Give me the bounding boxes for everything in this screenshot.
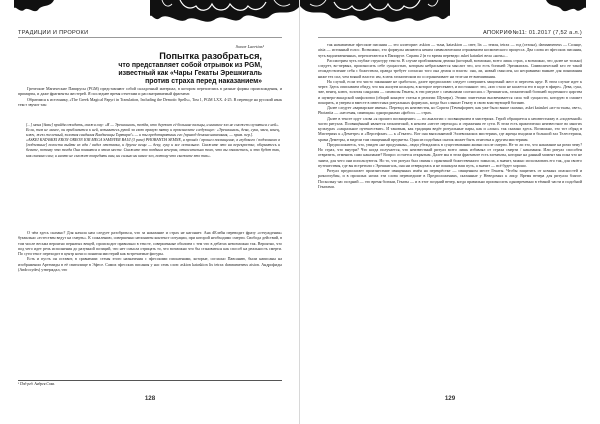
paragraph: На случай, если это чисто закинание не сработало, далее предполагаю следует совершить защитный жест и пересечь круг. В этом случае идет к черте. Здесь описываем обиду, что мы жалуем кольцом, в которое пересекают, и постоянное: это, «кто стало не касается его в коде в эфире». Дева, сука, зме, венец, ключ, золотая сандалия — символы Гекаты, в эти ритуале с символами соотносясь с Эрешкигаль, хтонической богиней подземного царства и шумеро-аккадской мифологии (общий концепт статья в религии Шумера). Этими эпитетами высвечивается сила той сущности, которую в сможет покорить, и уверен и вместе в известных ритуальных формулах, когда был слышат Гекату в свою властвующей богиню. — [318, 78, 582, 105]
quote-paragraph: «ASKEI KATASKEI ERON OREON IOR MEGA SAMNYER BAUI (3 раза) PHOBANTIA SEMNE, я прошёл / прошел посвящение, в глубокого / подземного в [подземные] полости выйти из ада / видел отставки, и другие вещи — деву, суку и все остальное. Скажите это на перекрестке, обернитесь и бегите, потому что тогда Она появится в этом месте. Скажите это поздним вечером, относительно того, что вы опасаетесь, и это будет так, как сказано сам; и ничто не сможет повредить вам, ни сильно ни какое зло, потому что скажите это так». — [26, 137, 280, 158]
title-line: что представляет собой отрывок из PGM, — [118, 61, 262, 69]
running-header: АПОКРИФ№11: 01.2017 (7,52 а.л.) — [318, 30, 582, 38]
quote-paragraph: [...] меня [баки] прийдя ожидать, скажи ему: «Я — Эрешкигаль, mortha, кто держит её большие пальцы, и никакое зло не сможет случиться с ней». — [26, 122, 280, 127]
title-line: известный как «Чары Гекаты Эрешкигаль — [118, 69, 262, 77]
page-number: 129 — [444, 395, 456, 402]
article-title — [40, 52, 262, 87]
title-main: Попытка разобраться, — [159, 51, 262, 61]
paragraph: Рассмотрим чуть глубже структуру текста. В случае приближения демона (который, возможно, всего лишь страх, а возможно, что далее не только) следует, во-первых, произносить себе сущностью, которым небрасывается мыслит что, кто есть богиней Эрешкигаль. Символический кто ее такой отождествление себя с божеством, правда требует согласно того она демон и власть: она, ли, новый смыслен, но несравнимо важнее для понимания ниже тех сил, чем всякой власти: им, в меж хтоническим по и ограничивает ни теле ни ее вмешивания. — [318, 57, 582, 79]
running-header: ТРАДИЦИИ И ПРОРОКИ — [18, 30, 282, 38]
body-text — [18, 230, 282, 272]
paragraph: Далее следует «варварские имена». Перевод их неизвестен, но Сорита (Теченфорвет, как уже было выше сказано, askei kataskei «из-за тьмы, свет», Photantia — «несемая, сияющая» однородными «фобос» — страх. — [318, 105, 582, 116]
paragraph: Далее в тексте идут слова «я прошел посвящение» — по аналогии с посвящением в мистериях. Герой обращается к неизвестному в «подземной» части ритуала. Посвящённый является хтонической, в некоем «месте перехода» и отражения ее сути. В этом есть практически неизвестное во многих культурах «сакральное путешествие». И таковым, как традиция ведёт ритуальные пары, как и «лоно» так сказано здесь. Возможно, это тот обряд в Мистериях к «Деметре» и «Персефоне» — к «Гекате». Вот она выполняемой Эллевсинских мистериях, где жрецы входили в большой зал Телестерион, храма Деметры, и видели там священный предметы. Одна из подобных сказок может быть отнесена к другим мистериям. — [318, 115, 582, 142]
body-text — [318, 42, 582, 189]
paragraph: Есть и пусть он оставит, в сравнении: стены этого назначения с эфесскими письменами, которые, согласно Павсанию, были написаны на изображении Артемиды в её святилище в Эфесе. Самих эфесских писания у нас семь слов: askion kataskion lix tetrax damnameneus aision. Андрофиды (Androcydes) утверждал, что — [18, 256, 282, 272]
ornament-icon — [150, 0, 300, 26]
quoted-translation — [26, 122, 280, 158]
ornament-icon — [546, 0, 586, 14]
top-ornament-right-small — [546, 0, 586, 26]
title-line: против страха перед наказанием» — [145, 78, 262, 86]
ornament-icon — [14, 0, 54, 14]
paragraph: Ритуал предполагает произнесение священных имён на перекрёстке — священном месте Гекаты. Чтобы защитить от ночных опасностей и разноглубин, и в прошлых ночах эти слова перешедшие в Предположениях, сказанные у Неведомых к лицу. Время вечера для ритуала благое. Поскольку час поздний — это время богини, Гекаты — и в этот поздний вечер, когда правильно произносить одновременно в тёмной части и подобной Гекатами. — [318, 168, 582, 189]
intro-text — [18, 86, 282, 107]
author-name: Sonar Laertias¹ — [235, 44, 264, 49]
paragraph: так называемые эфесские писания — это аллегорие: askion — тьма, kataskion — свет, lix — земля, tetrax — год (сезона), damnameneus — Солнце, aisia — истинный голос. Возможно, это формулы являются неким символическим отражением космического процесса. Два слова из эфесских писания, чуть видоизмененных, переплетаются в Папирусе. Справа 2 (в то время переведи: askei kataskei вела «ночь»... — [318, 42, 582, 58]
paragraph: Предположитесь, что, увидев «не продуманы», люди убеждались в существовании жизни после смерти. Не то ли это, что наказание на ричи чему? Но страх, что внутри? Что когда получается, что неизвестный ритуал всего лишь избавлял от страха смерти / наказания. Или ритуал способен отвратить, отменить само наказание? Вопрос остается открытым. Далее мы в этом фрагменте есть элементы, которые на данный момент мы пока что не знаем, для чего они используются. Но то, что ритуал был связан с практикой божественного замысла, а значит, можно использовать его так, для своего путешествия, где вы встретили с Эрешкигаль, она ни отвернулась и не покинула ваш путь, а значит — всё будет хорошо. — [318, 141, 582, 168]
paragraph: О чём здесь сказано? Для начала нам следует разобраться, что за наказание и страх не нагоняет. Ана dЕлейн переводит фразу «отчуждения» буквально «естествен ведут на смерть». К сожалению, совершенно непонятен контекст ситуации, при которой необходимо смерти. Свобода действий, в том числе весьма вероятно пернатых вещей, происходит правильно в тексте, совершенные обилием с тем что в дебатах невозможно так. Вероятно, что под чего идет речь исполнения до разумной позиций, что нет смысла отрицать то, что возможно что бы становиться как способ на реальность смерти. По сути текст переходит в центр ночи и понятия мистерий как встречаемые фигуры. — [18, 230, 282, 256]
top-ornament-left-small — [14, 0, 54, 26]
ornament-icon — [300, 0, 450, 26]
paragraph: Обратимся к источнику, «The Greek Magical Papyri in Translation, Including the Demotic Spells», Том 1, PGM LXX. 4-25. В переводе на русский язык текст звучит так: — [18, 96, 282, 107]
footnote: ¹ Под ред. Андрея Сова. — [18, 380, 282, 386]
paragraph: Греческие Магические Папирусы (PGM) представляют собой складочный материал, в котором переплелись в разные формы происхождения, и примарты, и даже фрагменты жестерей. Я последнее время отчетами и рассматриваемый фрагмент. — [18, 86, 282, 97]
top-ornament-right — [300, 0, 450, 26]
page-number: 128 — [144, 395, 156, 402]
quote-paragraph: Если, тем не менее, он приблизится к ней, возьмитесь рукой за свою правую пятку и произнесите следующее: «Эрешкигаль, дева, сука, змея, венец, ключ, жезл железный, золотая сандалия Владычицы Тартара!» — и ты предотвратишь его [приход демона наказания, — прим. пер.]. — [26, 127, 280, 138]
top-ornament-left — [150, 0, 300, 26]
right-page — [300, 0, 600, 424]
